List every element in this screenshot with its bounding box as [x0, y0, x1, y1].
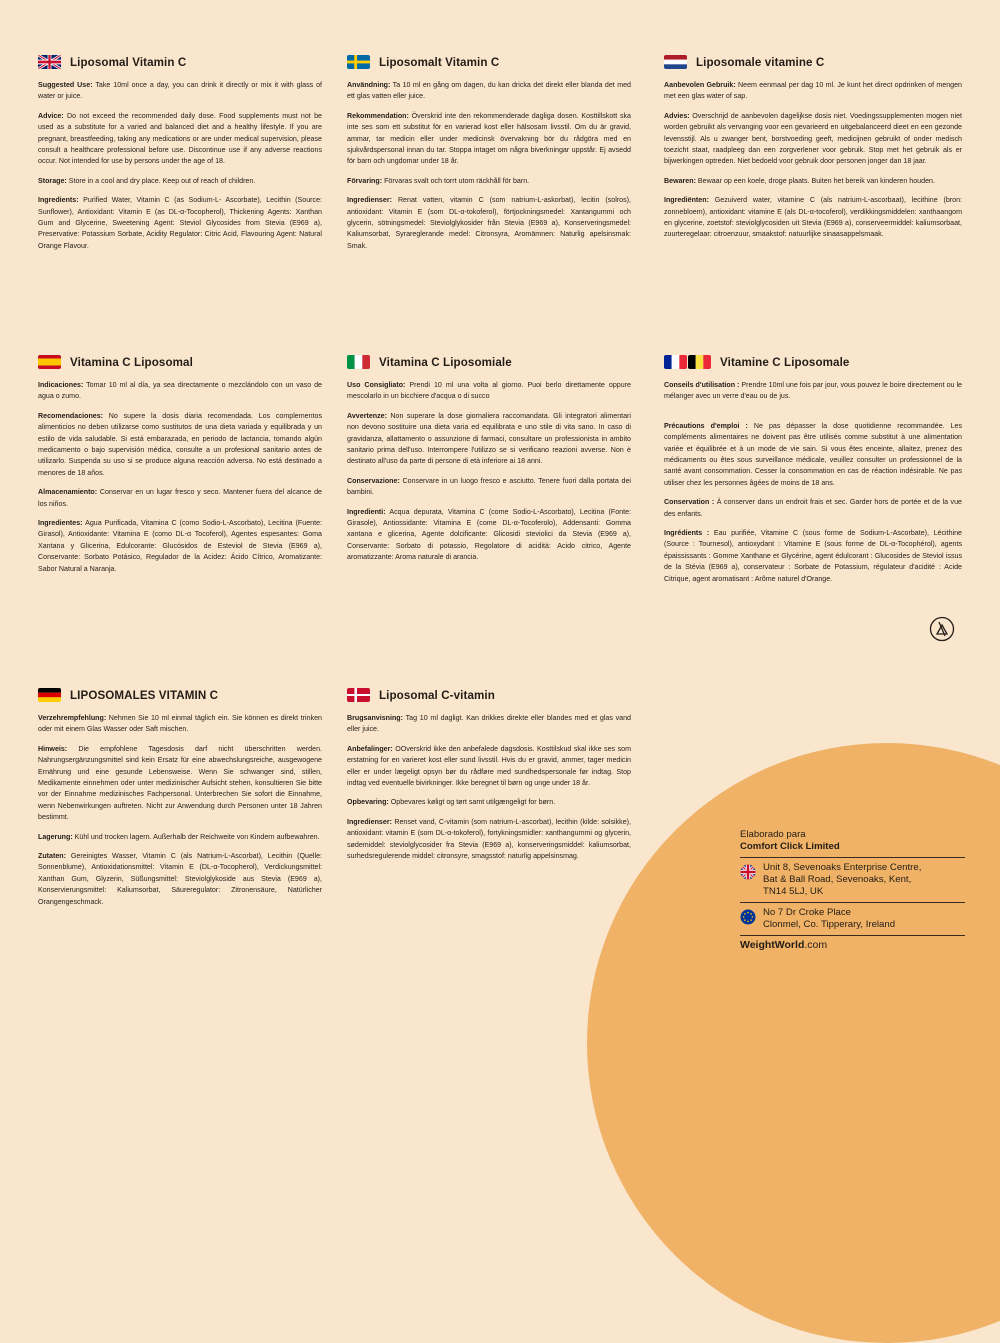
paragraph-advies: Advies: Overschrijd de aanbevolen dagelijkse dosis niet. Voedingssupplementen mogen niet worden gebruikt als vervanging voor een gevarieerd en uitgebalanceerd dieet en een gezonde levensstijl. Als u zwanger bent, borstvoeding geeft, medicijnen gebruikt of onder medisch toezicht staat, raadpleeg dan een zorgverlener voor gebruik. Stop met het gebruik als er bijwerkingen optreden. Niet bedoeld voor gebruik door personen jonger dan 18 jaar. [664, 111, 962, 166]
section-header [38, 55, 322, 69]
paragraph-ingredienti: Ingredienti: Acqua depurata, Vitamina C (come Sodio-L-Ascorbato), Lecitina (Fonte: Girasole), Antiossidante: Vitamina E (come DL-α-Tocoferolo), Addensanti: Gomma xantana e glicerina, Agente dolcificante: Glicosidi steviolici da Stevia (E969 a), Conservante: Sorbato di potassio, Regolatore di acidità: Acido citrico, Agente aromatizzante: Aroma naturale di arancia. [347, 507, 631, 562]
netherlands-flag-icon [664, 55, 687, 69]
section-title: LIPOSOMALES VITAMIN C [70, 688, 219, 702]
paragraph-opbevaring: Opbevaring: Opbevares køligt og tørt samt utilgængeligt for børn. [347, 798, 556, 807]
paragraph-ingredients: Ingrédients : Eau purifiée, Vitamine C (sous forme de Sodium-L-Ascorbate), Lécithine (Source : Tournesol), antioxydant : Vitamine E (sous forme de DL-α-Tocophérol), agents épaississants : Gomme Xanthane et Glycérine, agent édulcorant : Glucosides de Steviol issus de la Stévia (E969 a), conservateur : Sorbate de Potassium, régulateur d'acidité : Acide Citrique, agent aromatisant : Arôme naturel d'Orange. [664, 529, 962, 583]
paragraph-suggested-use: Suggested Use: Take 10ml once a day, you can drink it directly or mix it with glass of water or juice. [38, 81, 323, 101]
section-swedish [347, 55, 631, 260]
uk-address-line: TN14 5LJ, UK [763, 886, 824, 897]
section-header [38, 688, 322, 702]
paragraph-bewaren: Bewaren: Bewaar op een koele, droge plaats. Buiten het bereik van kinderen houden. [664, 176, 935, 185]
paragraph-advice: Advice: Do not exceed the recommended daily dose. Food supplements must not be used as a substitute for a varied and balanced diet and a healthy lifestyle. If you are pregnant, breastfeeding, taking any medications or are under medical supervision, please consult a healthcare professional before use. Discontinue use if any adverse reactions occur. Not intended for use by persons under the age of 18. [38, 111, 322, 166]
paragraph-hinweis: Hinweis: Die empfohlene Tagesdosis darf nicht überschritten werden. Nahrungsergänzungsmittel sind kein Ersatz für eine abwechslungsreiche, ausgewogene Ernährung und eine gesunde Lebensweise. Wenn Sie schwanger sind, stillen, Medikamente einnehmen oder unter medizinischer Aufsicht stehen, konsultieren Sie bitte vor der Einnahme medizinisches Fachpersonal. Unterbrechen Sie sofort die Einnahme, wenn Nebenwirkungen auftreten. Nicht zur Anwendung durch Personen unter 18 Jahren bestimmt. [38, 744, 322, 822]
paragraph-ingredienser: Ingredienser: Renset vand, C-vitamin (som natrium-L-ascorbat), lecithin (kilde: solsikke), antioxidant: vitamin E (som DL-α-tokoferol), fortykningsmidler: xanthangummi og glycerin, sødemiddel: steviolglycosider fra Stevia (E969 a), konserveringsmiddel: kaliumsorbat, surhedsregulerende middel: citronsyre, smagsstof: naturlig appelsinsmag. [347, 817, 631, 861]
section-title: Liposomal Vitamin C [70, 55, 187, 69]
section-spanish [38, 355, 322, 583]
paragraph-lagerung: Lagerung: Kühl und trocken lagern. Außerhalb der Reichweite von Kindern aufbewahren. [38, 832, 320, 841]
paragraph-brugsanvisning: Brugsanvisning: Tag 10 ml dagligt. Kan drikkes direkte eller blandes med et glas vand eller juice. [347, 714, 631, 734]
brand-domain: .com [804, 939, 828, 951]
manufacturer-address-block [740, 829, 965, 951]
eu-address-line: Clonmel, Co. Tipperary, Ireland [763, 919, 896, 930]
eu-flag-icon [740, 909, 756, 925]
paragraph-aanbevolen-gebruik: Aanbevolen Gebruik: Neem eenmaal per dag 10 ml. Je kunt het direct opdrinken of mengen met een glas water of sap. [664, 81, 962, 101]
section-danish [347, 688, 631, 870]
section-header [347, 55, 631, 69]
uk-flag-icon [740, 864, 756, 880]
section-italian [347, 355, 631, 572]
paragraph-conservazione: Conservazione: Conservare in un luogo fresco e asciutto. Tenere fuori dalla portata dei bambini. [347, 476, 631, 497]
section-header [38, 355, 322, 369]
company-name: Comfort Click Limited [740, 841, 840, 852]
section-dutch [664, 55, 962, 249]
paragraph-recomendaciones: Recomendaciones: No supere la dosis diaria recomendada. Los complementos alimenticios no deben utilizarse como sustitutos de una dieta variada y equilibrada y un estilo de vida saludable. Si está embarazada, en periodo de lactancia, tomando algún medicamento o bajo supervisión médica, consulte a un profesional sanitario antes de utilizarlo. Suspenda su uso si se produce alguna reacción adversa. No está destinado a menores de 18 años. [38, 411, 322, 477]
paragraph-ingredients: Ingredients: Purified Water, Vitamin C (as Sodium-L- Ascorbate), Lecithin (Source: Sunflower), Antioxidant: Vitamin E (as DL-α-Tocopherol), Thickening Agents: Xanthan Gum and Glycerine, Sweetening Agent: Steviol Glycosides from Stevia (E969 a), Preservative: Potassium Sorbate, Acidity Regulator: Citric Acid, Flavouring Agent: Natural Orange Flavour. [38, 196, 322, 250]
uk-address [740, 857, 965, 902]
paragraph-conservation: Conservation : À conserver dans un endroit frais et sec. Garder hors de portée et de la vue des enfants. [664, 498, 962, 518]
eu-address [740, 902, 965, 935]
eu-address-line: No 7 Dr Croke Place [763, 907, 851, 918]
paragraph-ingredientes: Ingredientes: Agua Purificada, Vitamina C (como Sodio-L-Ascorbato), Lecitina (Fuente: Girasol), Antioxidante: Vitamina E (como DL-α Tocoferol), Agentes espesantes: Goma Xantana y Glicerina, Edulcorante: Glucósidos de Esteviol de Stevia (E969 a), Conservante: Sorbato Potásico, Regulador de la Acidez: Ácido Cítrico, Aromatizante: Sabor Natural a Naranja. [38, 519, 322, 573]
section-title: Vitamina C Liposomiale [379, 355, 512, 369]
uk-address-line: Unit 8, Sevenoaks Enterprise Centre, [763, 862, 922, 873]
paragraph-avvertenze: Avvertenze: Non superare la dose giornaliera raccomandata. Gli integratori alimentari non devono sostituire una dieta varia ed equilibrata e uno stile di vita sano. In caso di gravidanza, allattamento o assunzione di farmaci, consultare un professionista in ambito sanitario prima dell'uso. Interrompere l'utilizzo se si verificano reazioni avverse. Non è destinato all'uso da parte di persone di età inferiore ai 18 anni. [347, 411, 631, 466]
paragraph-storage: Storage: Store in a cool and dry place. Keep out of reach of children. [38, 176, 256, 185]
paragraph-rekommendation: Rekommendation: Överskrid inte den rekommenderade dagliga dosen. Kosttillskott ska inte ses som ett substitut för en varierad kost eller hälsosam livsstil. Om du är gravid, ammar, tar medicin eller under medicinsk övervakning bör du rådgöra med en sjukvårdspersonal innan du tar. Stoppa intaget om några biverkningar uppstår. Ej avsedd för barn och ungdomar under 18 år. [347, 111, 631, 166]
section-header [347, 355, 631, 369]
paragraph-indicaciones: Indicaciones: Tomar 10 ml al día, ya sea directamente o mezclándolo con un vaso de agua o zumo. [38, 381, 323, 401]
section-title: Vitamina C Liposomal [70, 355, 193, 369]
section-french [664, 355, 962, 593]
section-title: Vitamine C Liposomale [720, 355, 850, 369]
uk-address-line: Bat & Ball Road, Sevenoaks, Kent, [763, 874, 912, 885]
sweden-flag-icon [347, 55, 370, 69]
section-english [38, 55, 322, 260]
denmark-flag-icon [347, 688, 370, 702]
paragraph-forvaring: Förvaring: Förvaras svalt och torrt utom räckhåll för barn. [347, 176, 530, 185]
section-header [664, 355, 962, 369]
brand-website [740, 935, 965, 951]
section-title: Liposomalt Vitamin C [379, 55, 500, 69]
section-header [347, 688, 631, 702]
recycling-icon [929, 616, 955, 642]
paragraph-almacenamiento: Almacenamiento: Conservar en un lugar fresco y seco. Mantener fuera del alcance de los niños. [38, 488, 322, 508]
paragraph-uso-consigliato: Uso Consigliato: Prendi 10 ml una volta al giorno. Puoi berlo direttamente oppure mescolarlo in un bicchiere d'acqua o di succo [347, 381, 631, 401]
paragraph-verzehrempfehlung: Verzehrempfehlung: Nehmen Sie 10 ml einmal täglich ein. Sie können es direkt trinken oder mit einem Glas Wasser oder Saft mischen. [38, 714, 322, 734]
france-flag-icon [664, 355, 687, 369]
section-header [664, 55, 962, 69]
paragraph-ingredienser: Ingredienser: Renat vatten, vitamin C (som natrium-L-askorbat), lecitin (solros), antioxidant: Vitamin E (som DL-α-tokoferol), förtjockningsmedel: Xantangummi och glycerin, sötningsmedel: Steviolglykosider från Stevia (E969 a), Konserveringsmedel: Kaliumsorbat, Syrareglerande medel: Citronsyra, Aromämnen: Naturlig apelsinsmak: Smak. [347, 196, 631, 250]
paragraph-precautions: Précautions d'emploi : Ne pas dépasser la dose quotidienne recommandée. Les compléments alimentaires ne doivent pas être utilisés comme substitut à une alimentation variée et équilibrée et à un mode de vie sain. Si vous êtes enceinte, allaitez, prenez des médicaments ou êtes sous surveillance médicale, veuillez consulter un professionnel de la santé avant consommation. Cesser la consommation en cas de réaction indésirable. Ne pas utiliser chez les personnes âgées de moins de 18 ans. [664, 421, 962, 487]
paragraph-conseils: Conseils d'utilisation : Prendre 10ml une fois par jour, vous pouvez le boire directement ou le mélanger avec un verre d'eau ou de jus. [664, 381, 962, 401]
section-german [38, 688, 322, 916]
belgium-flag-icon [688, 355, 711, 369]
brand-name: WeightWorld [740, 939, 805, 951]
germany-flag-icon [38, 688, 61, 702]
section-title: Liposomale vitamine C [696, 55, 825, 69]
paragraph-zutaten: Zutaten: Gereinigtes Wasser, Vitamin C (als Natrium-L-Ascorbat), Lecithin (Quelle: Sonnenblume), Antioxidationsmittel: Vitamin E (DL-α-Tocopherol), Verdickungsmittel: Xanthan Gum, Glyzerin, Süßungsmittel: Steviolglykoside aus Stevia (E969 a), Konservierungsmittel: Kaliumsorbat, Säureregulator: Zitronensäure, Natürlicher Orangengeschmack. [38, 852, 322, 906]
made-for-label: Elaborado para [740, 829, 806, 840]
italy-flag-icon [347, 355, 370, 369]
paragraph-ingredienten: Ingrediënten: Gezuiverd water, vitamine C (als natrium-L-ascorbaat), lecithine (bron: zonnebloem), antioxidant: vitamine E (als DL-α-tocoferol), verdikkingsmiddelen: xanthaangom en glycerine, zoetstof: steviolglycosiden uit Stevia (E969 a), conserveermiddel: kaliumsorbaat, zuurteregelaar: citroenzuur, smaakstof: natuurlijke sinaasappelsmaak. [664, 196, 962, 239]
section-title: Liposomal C-vitamin [379, 688, 495, 702]
paragraph-anvandning: Användning: Ta 10 ml en gång om dagen, du kan dricka det direkt eller blanda det med ett glas vatten eller juice. [347, 81, 632, 101]
paragraph-anbefalinger: Anbefalinger: OOverskrid ikke den anbefalede dagsdosis. Kosttilskud skal ikke ses som erstatning for en varieret kost eller sund livsstil. Hvis du er gravid, ammer, tager medicin eller er under lægeligt opsyn bør du rådføre med sundhedspersonale før indtag. Stop indtag ved eventuelle bivirkninger. Ikke beregnet til børn og unge under 18 år. [347, 744, 631, 788]
spain-flag-icon [38, 355, 61, 369]
uk-flag-icon [38, 55, 61, 69]
